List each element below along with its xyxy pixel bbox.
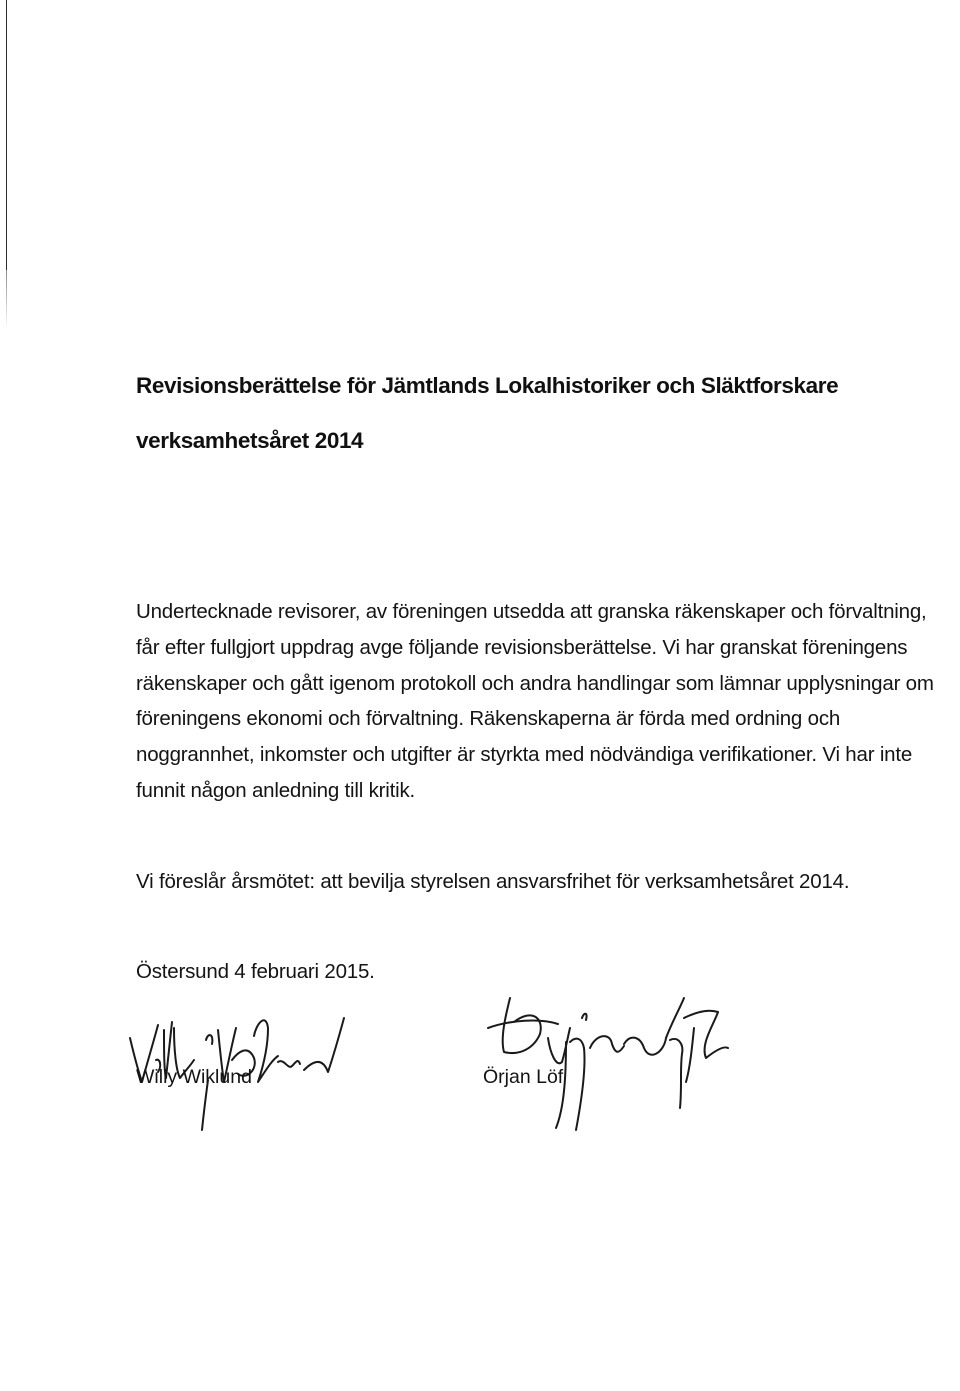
place-date: Östersund 4 februari 2015. [136,960,375,983]
signature-willy-wiklund [108,1000,358,1120]
proposal-paragraph [136,864,936,900]
signatory-name-2: Örjan Löf [483,1066,564,1088]
scan-border-fade [6,270,7,330]
audit-statement-paragraph [136,594,936,809]
signatory-name-1: Willy Wiklund [136,1066,252,1088]
document-subtitle: verksamhetsåret 2014 [136,428,364,453]
signature-orjan-lof [470,978,730,1138]
proposal-text: Vi föreslår årsmötet: att bevilja styrelsen ansvarsfrihet för verksamhetsåret 2014. [136,870,850,893]
audit-statement-text: Undertecknade revisorer, av föreningen utsedda att granska räkenskaper och förvaltning, får efter fullgjort uppdrag avge följande revisionsberättelse. Vi har granskat föreningens räkenskaper och gått igenom protokoll och andra handlingar som lämnar upplysningar om föreningens ekonomi och förvaltning. Räkenskaperna är förda med ordning och noggrannhet, inkomster och utgifter är styrkta med nödvändiga verifikationer. Vi har inte funnit någon anledning till kritik. [136,600,934,802]
scan-border-line [6,0,7,270]
document-title: Revisionsberättelse för Jämtlands Lokalhistoriker och Släktforskare [136,373,839,398]
